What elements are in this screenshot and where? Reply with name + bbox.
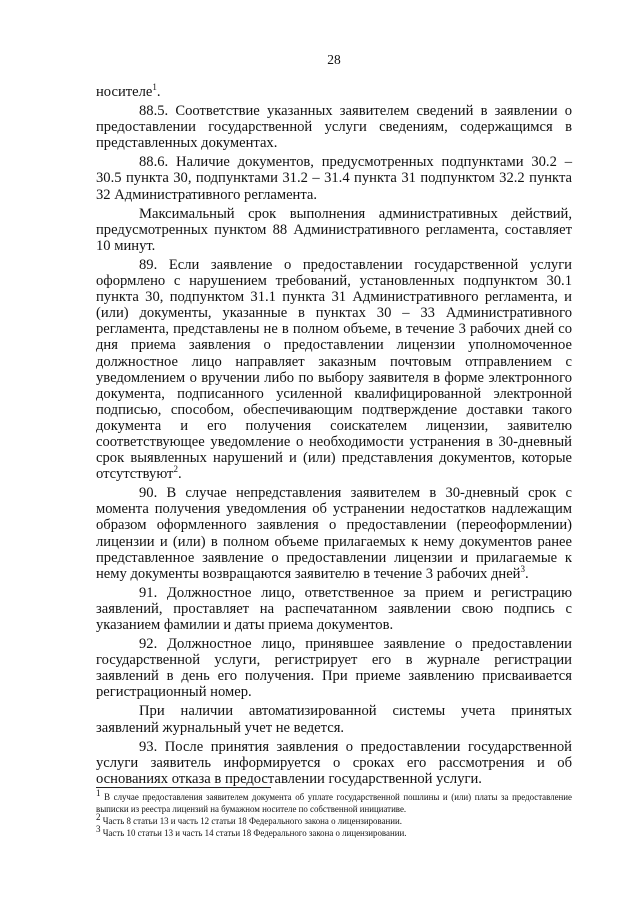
footnote-reference: 3 [520,563,525,574]
footnote-reference: 2 [173,464,178,475]
footnote-2 [96,812,572,827]
footnote-text: Часть 8 статьи 13 и часть 12 статьи 18 Федерального закона о лицензировании. [100,816,402,826]
page-number: 28 [327,52,341,67]
paragraph-90 [96,485,572,582]
paragraph-tail: . [156,84,161,100]
paragraph-max-term: Максимальный срок выполнения административных действий, предусмотренных пунктом 88 Административного регламента, составляет 10 минут. [96,205,572,254]
paragraph-text: 89. Если заявление о предоставлении государственной услуги оформлено с нарушением требований, установленных подпунктом 30.1 пункта 30, подпунктом 31.1 пункта 31 Административного регламента, и (или) документы, указанные в пунктах 30 – 33 Административного регламента, представлены не в полном объеме, в течение 3 рабочих дней со дня приема заявления о предоставлении лицензии уполномоченное должностное лицо направляет заказным почтовым отправлением с уведомлением о вручении либо по выбору заявителя в форме электронного документа, подписанного усиленной квалифицированной электронной подписью, способом, обеспечивающим подтверждение доставки такого документа и его получения соискателем лицензии, заявителю соответствующее уведомление о необходимости устранения в 30-дневный срок выявленных нарушений и (или) представления документов, которые отсутствуют [96,256,572,483]
paragraph-text: носителе [96,84,153,100]
footnote-divider [96,787,271,788]
paragraph-88-6: 88.6. Наличие документов, предусмотренных подпунктами 30.2 – 30.5 пункта 30, подпунктами 31.2 – 31.4 пункта 31 подпунктом 32.2 пункта 32 Административного регламента. [96,154,572,203]
paragraph-text: 90. В случае непредставления заявителем в 30-дневный срок с момента получения уведомления об устранении недостатков надлежащим образом оформленного заявления о предоставлении (переоформлении) лицензии и (или) в полном объеме прилагаемых к нему документов ранее представленное заявление о предоставлении лицензии и прилагаемые к нему документы возвращаются заявителю в течение 3 рабочих дней [96,485,572,582]
footnote-reference: 1 [152,82,157,93]
paragraph-tail: . [525,565,529,582]
paragraph-88-5: 88.5. Соответствие указанных заявителем сведений в заявлении о предоставлении государственной услуги сведениям, содержащимся в представленных документах. [96,103,572,152]
paragraph-continuation [96,84,572,100]
footnote-mark: 2 [96,812,101,823]
paragraph-89 [96,257,572,482]
paragraph-journal: При наличии автоматизированной системы учета принятых заявлений журнальный учет не ведется. [96,703,572,736]
footnote-text: Часть 10 статьи 13 и часть 14 статьи 18 Федерального закона о лицензировании. [100,828,407,838]
paragraph-tail: . [177,466,182,483]
paragraph-91: 91. Должностное лицо, ответственное за прием и регистрацию заявлений, проставляет на распечатанном заявлении свою подпись с указанием фамилии и даты приема документов. [96,584,572,633]
paragraph-92: 92. Должностное лицо, принявшее заявление о предоставлении государственной услуги, регистрирует его в журнале регистрации заявлений в день его получения. При приеме заявлению присваивается регистрационный номер. [96,636,572,701]
footnote-mark: 3 [96,824,101,835]
footnote-3 [96,824,572,839]
footnote-text: В случае предоставления заявителем документа об уплате государственной пошлины и (или) платы за предоставление выписки из реестра лицензий на бумажном носителе по собственной инициативе. [96,792,572,814]
document-page [96,52,572,790]
footnotes [96,787,572,839]
footnote-mark: 1 [96,788,101,799]
paragraph-93: 93. После принятия заявления о предоставлении государственной услуги заявитель информируется о сроках его рассмотрения и об основаниях отказа в предоставлении государственной услуги. [96,738,572,787]
footnote-1 [96,788,572,815]
